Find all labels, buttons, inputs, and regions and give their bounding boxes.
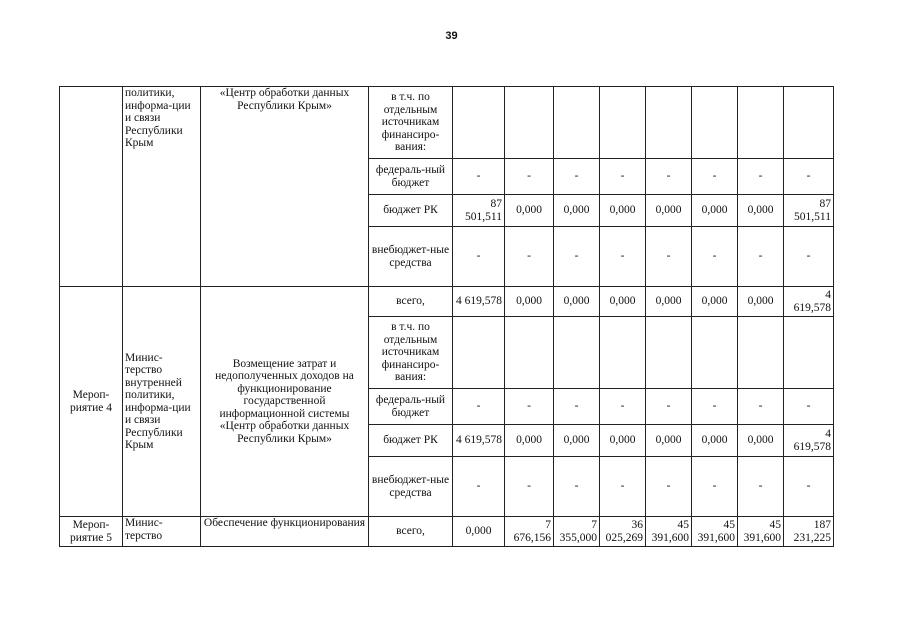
value-cell: 0,000 [600,287,646,317]
source-cell: в т.ч. по отдельным источникам финансиро-вания: [369,317,453,389]
value-cell: - [600,159,646,195]
value-cell: - [453,227,505,287]
source-cell: федераль-ный бюджет [369,159,453,195]
value-cell: 36 025,269 [600,517,646,547]
value-cell [505,87,554,159]
value-cell: 45 391,600 [692,517,738,547]
value-cell [453,317,505,389]
description-cell: Возмещение затрат и недополученных доходов на функционирование государственной информационной системы «Центр обработки данных Республики Крым» [201,287,369,517]
value-cell: 7 676,156 [505,517,554,547]
value-cell: 0,000 [692,195,738,227]
executor-cell: Минис-терство [123,517,201,547]
value-cell: - [738,389,784,425]
value-cell: 0,000 [646,287,692,317]
value-cell [692,317,738,389]
value-cell: - [646,457,692,517]
description-cell: Обеспечение функционирования [201,517,369,547]
table-row [60,517,834,547]
event-cell: Мероп-риятие 4 [60,287,123,517]
value-cell [554,317,600,389]
source-cell: в т.ч. по отдельным источникам финансиро-вания: [369,87,453,159]
value-cell: 87 501,511 [784,195,834,227]
value-cell [784,317,834,389]
value-cell: 0,000 [646,425,692,457]
value-cell: - [784,457,834,517]
description-cell: «Центр обработки данных Республики Крым» [201,87,369,287]
value-cell: - [646,389,692,425]
table-row [60,87,834,159]
value-cell: 0,000 [554,195,600,227]
source-cell: всего, [369,287,453,317]
value-cell [453,87,505,159]
value-cell: - [600,389,646,425]
budget-table [59,86,834,547]
page-number: 39 [445,30,458,42]
value-cell: - [692,457,738,517]
value-cell: 45 391,600 [738,517,784,547]
value-cell [738,317,784,389]
value-cell: 0,000 [505,287,554,317]
value-cell: - [646,227,692,287]
value-cell: - [600,227,646,287]
value-cell: 0,000 [738,195,784,227]
value-cell: - [505,227,554,287]
value-cell: 0,000 [554,425,600,457]
source-cell: внебюджет-ные средства [369,227,453,287]
value-cell: 0,000 [505,425,554,457]
value-cell: - [738,227,784,287]
value-cell: - [505,389,554,425]
value-cell [738,87,784,159]
value-cell: - [692,159,738,195]
event-cell: Мероп-риятие 5 [60,517,123,547]
value-cell: - [784,227,834,287]
value-cell: 4 619,578 [784,287,834,317]
value-cell: - [554,457,600,517]
value-cell [692,87,738,159]
value-cell: - [646,159,692,195]
value-cell: - [505,159,554,195]
value-cell: 0,000 [505,195,554,227]
value-cell [554,87,600,159]
value-cell: 0,000 [453,517,505,547]
value-cell: - [692,389,738,425]
value-cell: - [554,159,600,195]
value-cell: 0,000 [646,195,692,227]
source-cell: бюджет РК [369,195,453,227]
value-cell: - [738,159,784,195]
value-cell [505,317,554,389]
source-cell: внебюджет-ные средства [369,457,453,517]
source-cell: федераль-ный бюджет [369,389,453,425]
value-cell: - [692,227,738,287]
value-cell: 4 619,578 [453,425,505,457]
table-row [60,287,834,317]
executor-cell: политики, информа-ции и связи Республики Крым [123,87,201,287]
value-cell: - [453,457,505,517]
value-cell: 0,000 [692,287,738,317]
value-cell: - [784,389,834,425]
value-cell: - [738,457,784,517]
value-cell: 0,000 [600,425,646,457]
value-cell: - [784,159,834,195]
source-cell: бюджет РК [369,425,453,457]
value-cell: 0,000 [692,425,738,457]
value-cell: - [453,159,505,195]
value-cell [600,317,646,389]
value-cell: 4 619,578 [784,425,834,457]
value-cell: 4 619,578 [453,287,505,317]
value-cell: - [554,389,600,425]
value-cell: 0,000 [738,425,784,457]
executor-cell: Минис-терство внутренней политики, информа-ции и связи Республики Крым [123,287,201,517]
value-cell: 0,000 [738,287,784,317]
value-cell: 187 231,225 [784,517,834,547]
value-cell: - [505,457,554,517]
value-cell: 87 501,511 [453,195,505,227]
value-cell: 0,000 [600,195,646,227]
event-cell [60,87,123,287]
value-cell [646,317,692,389]
value-cell [784,87,834,159]
source-cell: всего, [369,517,453,547]
value-cell: 45 391,600 [646,517,692,547]
value-cell [646,87,692,159]
value-cell: - [453,389,505,425]
value-cell: - [554,227,600,287]
value-cell [600,87,646,159]
value-cell: 7 355,000 [554,517,600,547]
value-cell: 0,000 [554,287,600,317]
value-cell: - [600,457,646,517]
